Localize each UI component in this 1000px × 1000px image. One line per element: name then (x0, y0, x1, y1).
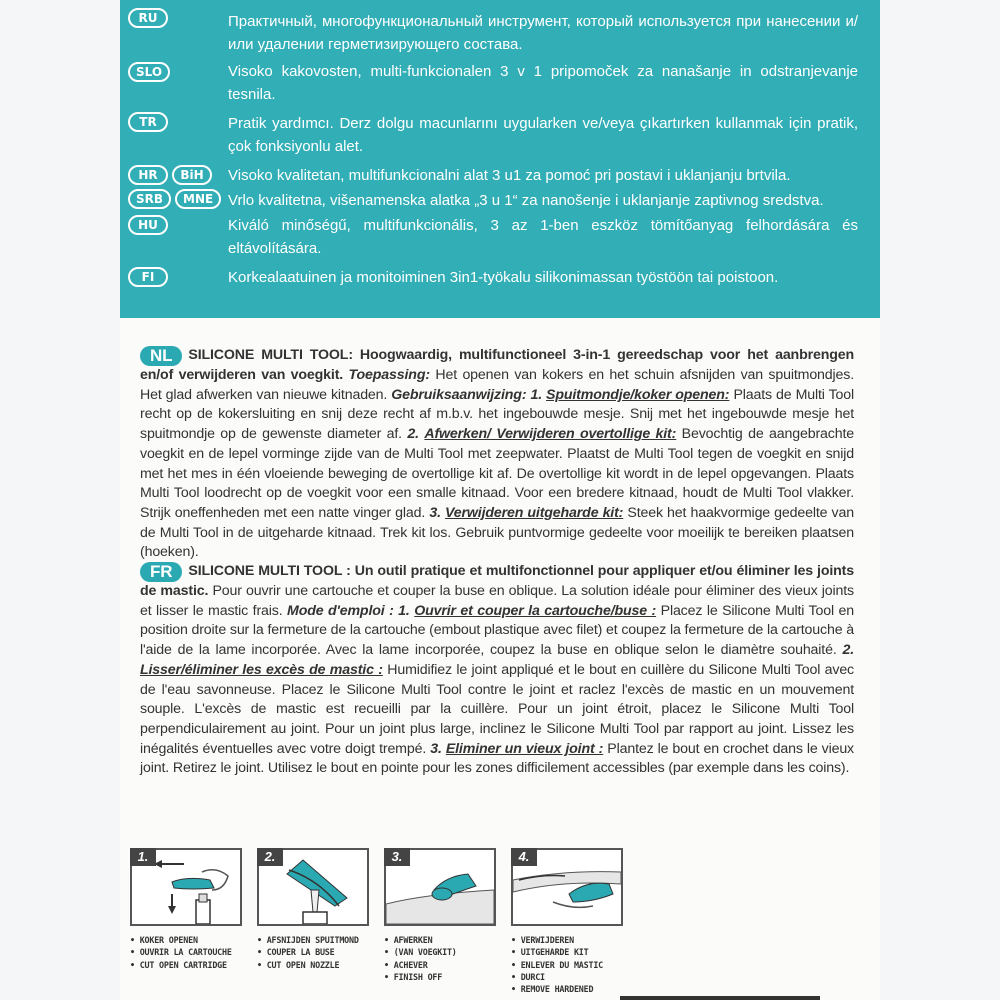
lang-badge: RU (128, 8, 168, 28)
step-caption: • ACHEVER (384, 959, 499, 971)
nl-step3-title: Verwijderen uitgeharde kit: (445, 504, 624, 521)
lang-badge: HU (128, 215, 168, 235)
lang-text: Kiváló minőségű, multifunkcionális, 3 az 1-ben eszköz tömítőanyag felhordására és eltávolítására. (228, 217, 858, 257)
step-caption: • REMOVE HARDENED (511, 983, 626, 995)
nl-step2-text: Bevochtig de aangebrachte voegkit en de lepel vorminge zijde van de Multi Tool met zeepwater. Plaatst de Multi Tool tegen de voegkit en snijd met het mes in één vloeiende beweging de overtollige kit af. De overtollige kit wordt in de lepel opgevangen. Plaats Multi Tool loodrecht op de voegkit voor een smalle kitnaad. Voor een bredere kitnaad, houdt de Multi Tool vlakker. Strijk oneffenheden met een natte vinger glad. (140, 426, 854, 521)
step-1-illustration (130, 848, 242, 926)
nl-heading: SILICONE MULTI TOOL: Hoogwaardig, multifunctioneel 3-in-1 gereedschap voor het aanbrengen en/of verwijderen van voegkit. (140, 347, 854, 383)
lang-pill-fr: FR (140, 562, 182, 582)
step-caption: • FINISH OFF (384, 971, 499, 983)
nl-step1-title: Spuitmondje/koker openen: (546, 386, 730, 403)
nl-usage-label: Gebruiksaanwijzing: 1. (391, 386, 542, 403)
step-caption: • ENLEVER DU MASTIC (511, 959, 626, 971)
step-number: 4. (511, 848, 537, 866)
nl-application-label: Toepassing: (348, 367, 430, 383)
step-4 (511, 848, 626, 995)
lang-pill-nl: NL (140, 346, 182, 366)
step-caption: • VERWIJDEREN (511, 934, 626, 946)
fr-step2-title: Lisser/éliminer les excès de mastic : (140, 661, 383, 678)
background-right (880, 0, 1000, 1000)
lang-badge: FI (128, 267, 168, 287)
lang-badge: SRB (128, 189, 171, 209)
fr-usage-label: Mode d'emploi : 1. (287, 602, 410, 619)
step-number: 2. (257, 848, 283, 866)
step-number: 1. (130, 848, 156, 866)
lang-text: Практичный, многофункциональный инструмент, который используется при нанесении и/или удалении герметизирующего состава. (228, 13, 858, 53)
lang-text: Korkealaatuinen ja monitoiminen 3in1-työkalu silikonimassan työstöön tai poistoon. (228, 269, 779, 286)
nl-step2-title: Afwerken/ Verwijderen overtollige kit: (424, 426, 677, 443)
lang-badge: HR (128, 165, 168, 185)
step-caption: • OUVRIR LA CARTOUCHE (130, 946, 245, 958)
fr-step1-text: Placez le Silicone Multi Tool en position droite sur la fermeture de la cartouche (embout plastique avec filet) et coupez la fermeture de la cartouche à l'aide de la lame incorporée. Avec la lame incorporée, coupez la buse en oblique selon le diamètre souhaité. (140, 602, 854, 659)
nl-application-text: Het openen van kokers en het schuin afsnijden van spuitmondjes. Het glad afwerken van nieuwe kitnaden. (140, 367, 855, 403)
language-summary-panel (120, 0, 880, 318)
nl-step1-text: Plaats de Multi Tool recht op de kokersluiting en snij deze recht af m.b.v. het ingebouwde mesje. Snij met het ingebouwde mesje het spuitmondje op de gewenste diameter af. (140, 386, 855, 443)
step-caption: • CUT OPEN NOZZLE (257, 959, 372, 971)
lang-badge: MNE (175, 189, 221, 209)
fr-intro-text: Pour ouvrir une cartouche et couper la buse en oblique. La solution idéale pour éliminer des vieux joints et lisser le mastic frais. (140, 583, 854, 619)
fr-heading: SILICONE MULTI TOOL : Un outil pratique et multifonctionnel pour appliquer et/ou éliminer les joints de mastic. (140, 563, 854, 599)
step-number: 3. (384, 848, 410, 866)
fr-instructions (140, 562, 854, 779)
fr-step2-number: 2. (842, 642, 855, 659)
step-illustrations (130, 848, 870, 1000)
step-caption: • AFWERKEN (384, 934, 499, 946)
lang-text: Visoko kakovosten, multi-funkcionalen 3 v 1 pripomoček za nanašanje in odstranjevanje tesnila. (228, 63, 858, 103)
nl-step3-number: 3. (429, 504, 441, 521)
fr-step3-title: Eliminer un vieux joint : (445, 740, 604, 757)
step-2-illustration (257, 848, 369, 926)
fr-step2-text: Humidifiez le joint appliqué et le bout en cuillère du Silicone Multi Tool avec de l'eau savonneuse. Placez le Silicone Multi Tool contre le joint et raclez l'excès de mastic en un mouvement souple. L'excès de mastic est recueilli par la cuillère. Pour un joint étroit, placez le Silicone Multi Tool perpendiculairement au joint. Pour un joint plus large, inclinez le Silicone Multi Tool par rapport au joint. Lissez les inégalités éventuelles avec votre doigt trempé. (140, 661, 855, 757)
step-3-illustration (384, 848, 496, 926)
step-caption: • AFSNIJDEN SPUITMOND (257, 934, 372, 946)
step-4-illustration (511, 848, 623, 926)
lang-text: Visoko kvalitetan, multifunkcionalni alat 3 u1 za pomoć pri postavi i uklanjanju brtvila. (228, 167, 791, 184)
step-caption: • CUT OPEN CARTRIDGE (130, 959, 245, 971)
lang-badge: BiH (172, 165, 212, 185)
nl-step2-number: 2. (407, 426, 419, 443)
lang-text: Vrlo kvalitetna, višenamenska alatka „3 u 1“ za nanošenje i uklanjanje zaptivnog sredstva. (228, 192, 824, 209)
step-caption: • COUPER LA BUSE (257, 946, 372, 958)
step-3 (384, 848, 499, 983)
step-2 (257, 848, 372, 971)
nl-step3-text: Steek het haakvormige gedeelte van de Multi Tool in de uitgeharde kitnaad. Trek kit los. Gebruik puntvormige gedeelte voor moeilijk te bereiken plaatsen (hoeken). (140, 504, 854, 561)
background-left (0, 0, 120, 1000)
fr-step3-text: Plantez le bout en crochet dans le vieux joint. Retirez le joint. Utilisez le bout en pointe pour les zones difficilement accessibles (par exemple dans les coins). (140, 740, 855, 777)
step-caption: • (VAN VOEGKIT) (384, 946, 499, 958)
bottom-edge-shadow (620, 996, 820, 1000)
step-caption: • KOKER OPENEN (130, 934, 245, 946)
fr-step1-title: Ouvrir et couper la cartouche/buse : (414, 602, 657, 619)
fr-step3-number: 3. (430, 740, 442, 757)
step-caption: • DURCI (511, 971, 626, 983)
lang-text: Pratik yardımcı. Derz dolgu macunlarını uygularken ve/veya çıkartırken kullanmak için pratik, çok fonksiyonlu alet. (228, 115, 858, 155)
nl-instructions (140, 346, 854, 563)
lang-badge: SLO (128, 62, 170, 82)
lang-badge: TR (128, 112, 168, 132)
step-caption: • UITGEHARDE KIT (511, 946, 626, 958)
step-1 (130, 848, 245, 971)
